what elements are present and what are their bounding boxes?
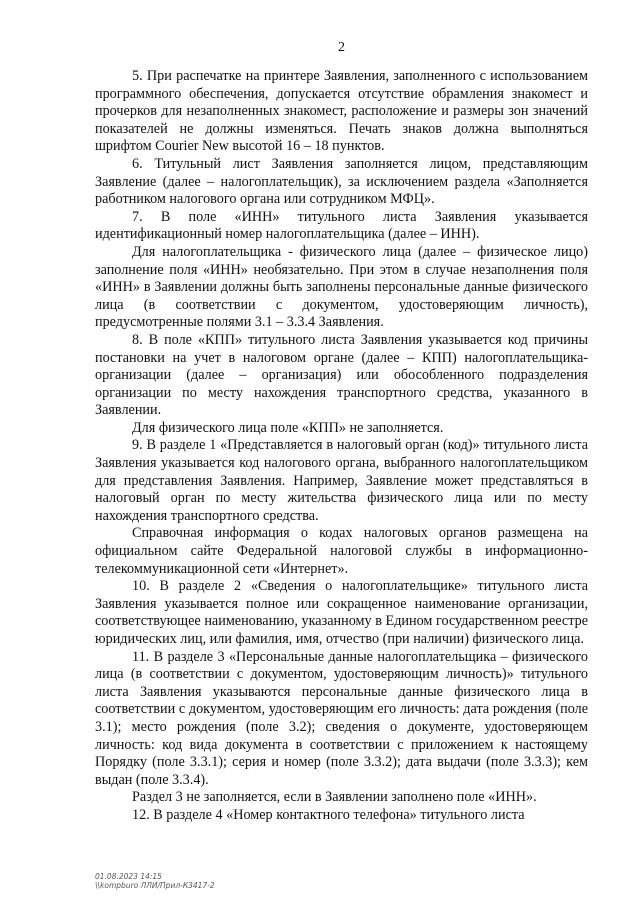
paragraph-11-note: Раздел 3 не заполняется, если в Заявлении заполнено поле «ИНН». (132, 789, 537, 806)
paragraph-7-individual: Для налогоплательщика - физического лица (далее – физическое лицо) заполнение поля «ИНН» необязательно. При этом в случае незаполнения поля «ИНН» в Заявлении должны быть заполнены персональные данные физического лица (в соответствии с документом, удостоверяющим личность), предусмотренные полями 3.1 – 3.3.4 Заявления. (95, 243, 588, 331)
paragraph-6: 6. Титульный лист Заявления заполняется лицом, представляющим Заявление (далее – налогоплательщик), за исключением раздела «Заполняется работником налогового органа или сотрудником МФЦ». (95, 155, 588, 208)
page-number: 2 (338, 40, 345, 55)
paragraph-11: 11. В разделе 3 «Персональные данные налогоплательщика – физического лица (в соответствии с документом, удостоверяющим личность)» титульного листа Заявления указываются персональные данные физического лица в соответствии с документом, удостоверяющим его личность: дата рождения (поле 3.1); место рождения (поле 3.2); сведения о документе, удостоверяющем личность: код вида документа в соответствии с приложением к настоящему Порядку (поле 3.3.1); серия и номер (поле 3.3.2); дата выдачи (поле 3.3.3); кем выдан (поле 3.3.4). (95, 648, 588, 788)
paragraph-12: 12. В разделе 4 «Номер контактного телефона» титульного листа (132, 806, 525, 823)
paragraph-8: 8. В поле «КПП» титульного листа Заявления указывается код причины постановки на учет в налоговом органе (далее – КПП) налогоплательщика-организации (далее – организация) или обособленного подразделения организации по месту нахождения транспортного средства, указанного в Заявлении. (95, 331, 588, 419)
paragraph-5: 5. При распечатке на принтере Заявления, заполненного с использованием программного обеспечения, допускается отсутствие обрамления знакомест и прочерков для незаполненных знакомест, расположение и размеры зон значений показателей не должны изменяться. Печать знаков должна выполняться шрифтом Courier New высотой 16 – 18 пунктов. (95, 68, 588, 155)
footer-file-path: \\kompburo ЛЛИ/Прил-К3417-2 (95, 881, 215, 890)
document-body (95, 68, 588, 825)
footer-date: 01.08.2023 14:15 (95, 872, 162, 881)
print-footer (95, 872, 215, 890)
paragraph-7: 7. В поле «ИНН» титульного листа Заявления указывается идентификационный номер налогоплательщика (далее – ИНН). (95, 208, 588, 243)
paragraph-9: 9. В разделе 1 «Представляется в налоговый орган (код)» титульного листа Заявления указывается код налогового органа, выбранного налогоплательщиком для представления Заявления. Например, Заявление может представляться в налоговый орган по месту жительства физического лица или по месту нахождения транспортного средства. (95, 437, 588, 524)
paragraph-9-reference: Справочная информация о кодах налоговых органов размещена на официальном сайте Федеральной налоговой службы в информационно-телекоммуникационной сети «Интернет». (95, 525, 588, 577)
paragraph-10: 10. В разделе 2 «Сведения о налогоплательщике» титульного листа Заявления указывается полное или сокращенное наименование организации, соответствующее наименованию, указанному в Едином государственном реестре юридических лиц, или фамилия, имя, отчество (при наличии) физического лица. (95, 578, 588, 647)
paragraph-8-individual: Для физического лица поле «КПП» не заполняется. (132, 419, 444, 436)
